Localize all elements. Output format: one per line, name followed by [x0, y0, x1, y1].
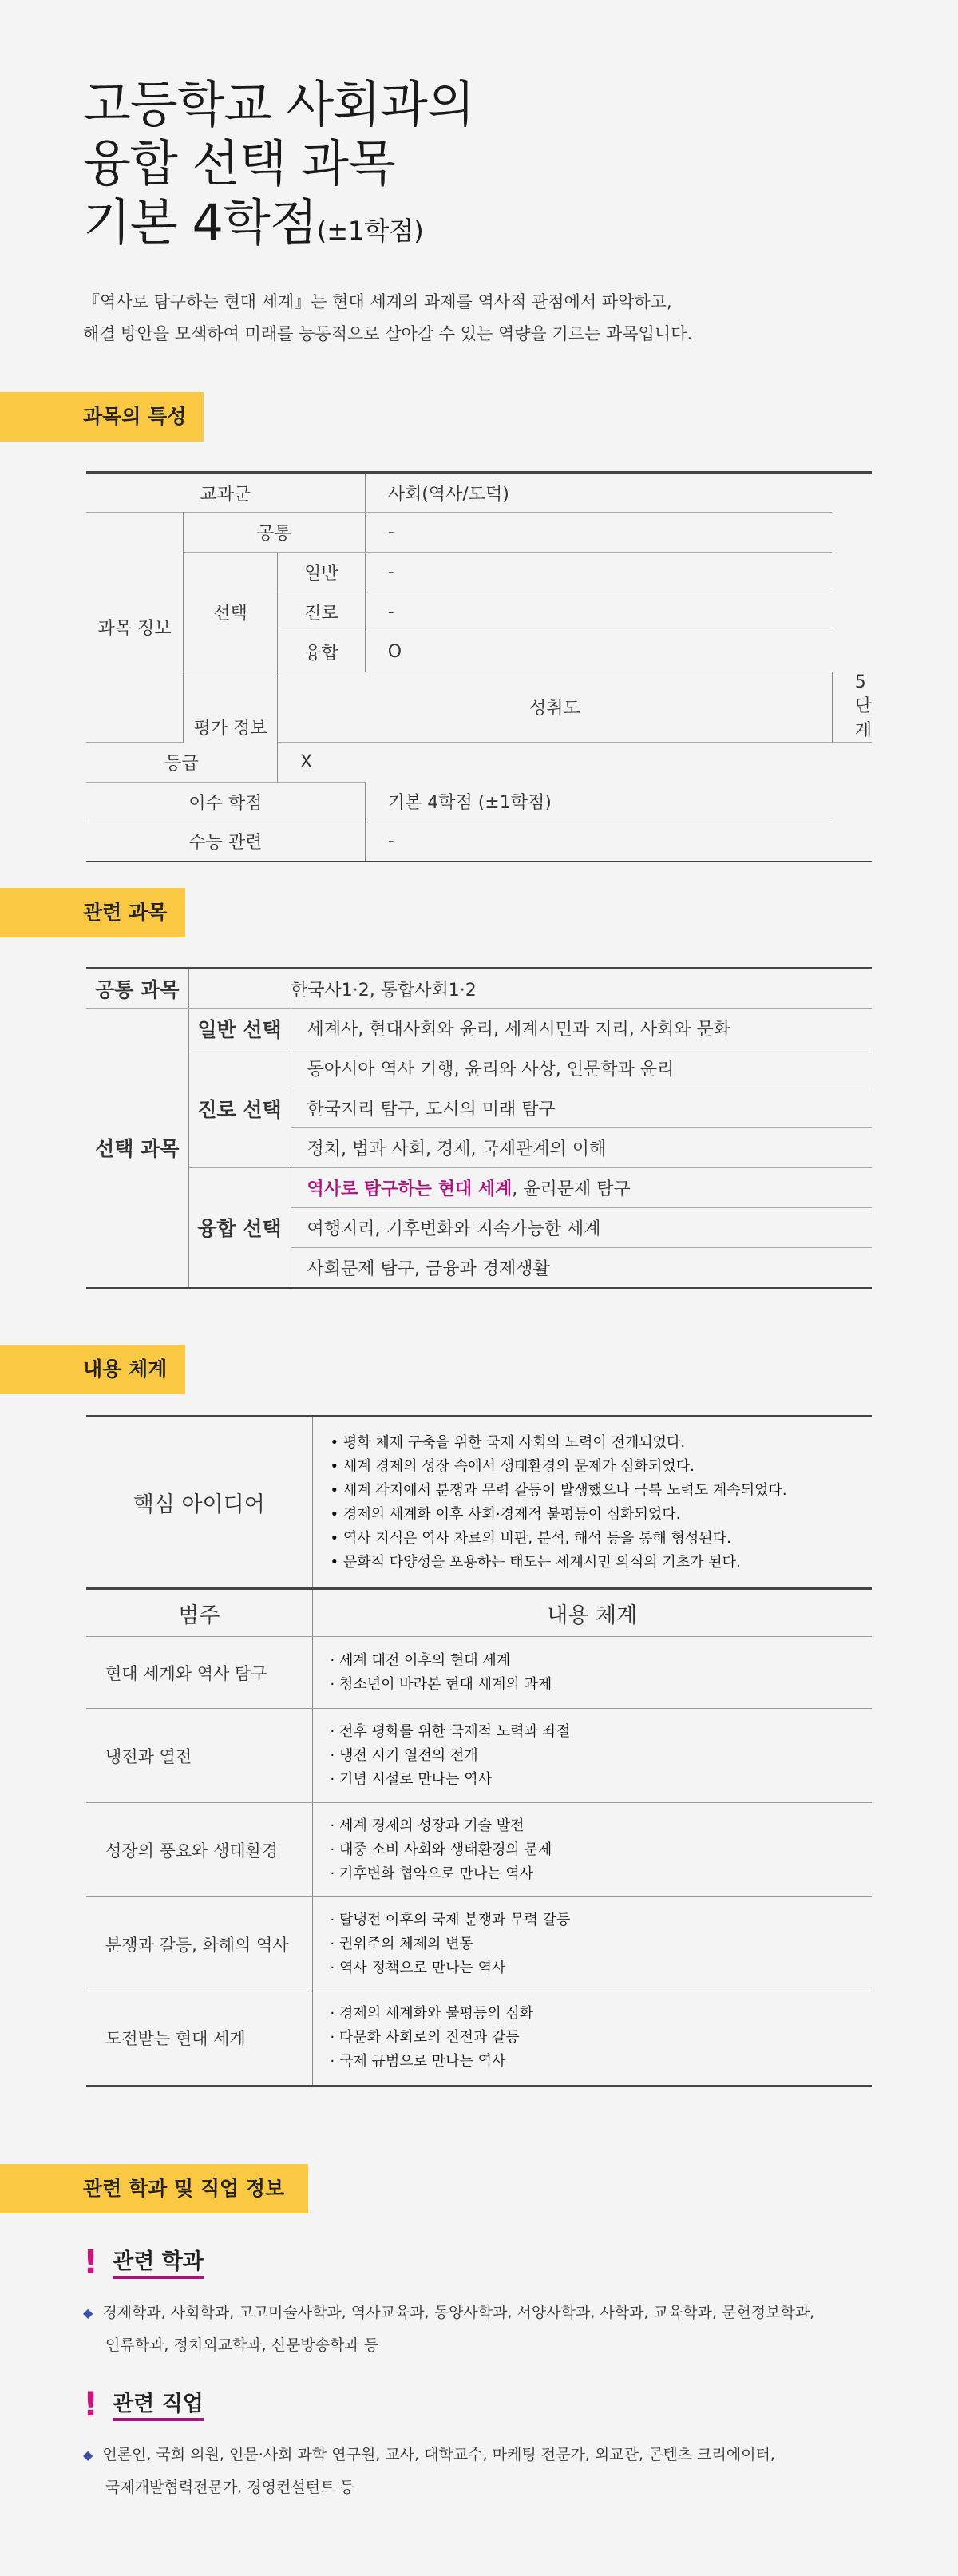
- intro-line-1: 『역사로 탐구하는 현대 세계』는 현대 세계의 과제를 역사적 관점에서 파악하고,: [83, 292, 672, 311]
- related-courses-table: [86, 967, 872, 1289]
- table-row: [86, 1637, 872, 1709]
- table-row: [86, 1009, 872, 1048]
- career-elective-value-1: 동아시아 역사 기행, 윤리와 사상, 인문학과 윤리: [291, 1048, 872, 1088]
- core-idea: • 세계 경제의 성장 속에서 생태환경의 문제가 심화되었다.: [330, 1457, 695, 1475]
- category-items: [312, 1803, 872, 1897]
- intro-paragraph: [83, 286, 881, 350]
- elective-label: 선택: [184, 553, 278, 672]
- category-items: [312, 1897, 872, 1991]
- info-label: 과목 정보: [86, 513, 184, 743]
- csat-label: 수능 관련: [86, 822, 365, 862]
- content-item: · 역사 정책으로 만나는 역사: [330, 1959, 506, 1976]
- exclamation-icon: !: [83, 2242, 99, 2281]
- convergence-elective-value-3: 사회문제 탐구, 금융과 경제생활: [291, 1248, 872, 1288]
- content-item: · 권위주의 체제의 변동: [330, 1935, 473, 1952]
- core-idea: • 문화적 다양성을 포용하는 태도는 세계시민 의식의 기초가 된다.: [330, 1553, 741, 1571]
- table-row: [86, 742, 872, 782]
- content-item: · 국제 규범으로 만나는 역사: [330, 2053, 506, 2071]
- header-row: [86, 1589, 872, 1637]
- diamond-bullet-icon: ◆: [83, 2447, 93, 2463]
- content-item: · 냉전 시기 열전의 전개: [330, 1746, 478, 1764]
- category-header: 범주: [86, 1589, 312, 1637]
- grade-value: X: [277, 742, 365, 782]
- table-row: [86, 672, 872, 743]
- group-value: 사회(역사/도덕): [365, 473, 832, 513]
- table-row: [86, 822, 872, 862]
- table-row: [86, 1803, 872, 1897]
- system-header: 내용 체계: [312, 1589, 872, 1637]
- convergence-value: O: [365, 632, 832, 672]
- diamond-bullet-icon: ◆: [83, 2305, 93, 2320]
- core-idea: • 평화 체제 구축을 위한 국제 사회의 노력이 전개되었다.: [330, 1433, 686, 1451]
- category-label: 분쟁과 갈등, 화해의 역사: [86, 1897, 312, 1991]
- majors-line-1: [83, 2297, 881, 2329]
- general-label: 일반: [277, 553, 365, 592]
- grade-label: 등급: [86, 742, 277, 782]
- career-elective-value-2: 한국지리 탐구, 도시의 미래 탐구: [291, 1088, 872, 1128]
- career-value: -: [365, 592, 832, 632]
- jobs-label: 관련 직업: [113, 2392, 204, 2421]
- category-items: [312, 1637, 872, 1709]
- csat-value: -: [365, 822, 832, 862]
- section-header-related-courses: 관련 과목: [0, 888, 185, 937]
- content-item: · 기후변화 협약으로 만나는 역사: [330, 1865, 534, 1882]
- content-item: · 세계 대전 이후의 현대 세계: [330, 1651, 511, 1669]
- jobs-list: [83, 2439, 881, 2503]
- common-courses-label: 공통 과목: [86, 969, 188, 1009]
- content-item: · 청소년이 바라본 현대 세계의 과제: [330, 1675, 552, 1693]
- elective-courses-label: 선택 과목: [86, 1009, 188, 1288]
- table-row: [86, 1709, 872, 1803]
- majors-heading: [83, 2242, 204, 2281]
- general-elective-value: 세계사, 현대사회와 윤리, 세계시민과 지리, 사회와 문화: [291, 1009, 872, 1048]
- section-header-characteristics: 과목의 특성: [0, 392, 204, 442]
- title-credit-note: (±1학점): [316, 216, 424, 246]
- table-row: [86, 513, 872, 553]
- table-row: [86, 782, 872, 822]
- achievement-value: 5단계: [832, 672, 872, 743]
- common-courses-value: 한국사1·2, 통합사회1·2: [291, 969, 872, 1009]
- common-label: 공통: [184, 513, 366, 553]
- content-item: · 경제의 세계화와 불평등의 심화: [330, 2005, 534, 2023]
- table-row: [86, 1048, 872, 1088]
- category-label: 냉전과 열전: [86, 1709, 312, 1803]
- content-system-table: [86, 1415, 872, 2087]
- exclamation-icon: !: [83, 2384, 99, 2423]
- title-line-3: [83, 193, 474, 260]
- jobs-text-1: 언론인, 국회 의원, 인문·사회 과학 연구원, 교사, 대학교수, 마케팅 전문가, 외교관, 콘텐츠 크리에이터,: [102, 2446, 775, 2463]
- category-items: [312, 1709, 872, 1803]
- convergence-elective-value-1: [291, 1168, 872, 1208]
- convergence-elective-value-2: 여행지리, 기후변화와 지속가능한 세계: [291, 1208, 872, 1248]
- group-label: 교과군: [86, 473, 365, 513]
- career-elective-value-3: 정치, 법과 사회, 경제, 국제관계의 이해: [291, 1128, 872, 1168]
- core-ideas-row: [86, 1417, 872, 1589]
- page-title: [83, 75, 474, 260]
- convergence-elective-label: 융합 선택: [188, 1168, 291, 1288]
- intro-line-2: 해결 방안을 모색하여 미래를 능동적으로 살아갈 수 있는 역량을 기르는 과목입니다.: [83, 324, 693, 343]
- table-row: [86, 553, 872, 592]
- table-row: [86, 1168, 872, 1208]
- achievement-label: 성취도: [277, 672, 832, 743]
- category-label: 성장의 풍요와 생태환경: [86, 1803, 312, 1897]
- convergence-elective-rest: , 윤리문제 탐구: [512, 1179, 631, 1199]
- content-item: · 기념 시설로 만나는 역사: [330, 1770, 492, 1788]
- jobs-heading: [83, 2384, 204, 2423]
- content-item: · 다문화 사회로의 진전과 갈등: [330, 2029, 520, 2047]
- content-item: · 세계 경제의 성장과 기술 발전: [330, 1817, 525, 1834]
- current-course-highlight: 역사로 탐구하는 현대 세계: [307, 1179, 513, 1199]
- core-idea: • 세계 각지에서 분쟁과 무력 갈등이 발생했으나 극복 노력도 계속되었다.: [330, 1481, 787, 1499]
- jobs-text-2: 국제개발협력전문가, 경영컨설턴트 등: [105, 2479, 354, 2496]
- majors-text-1: 경제학과, 사회학과, 고고미술사학과, 역사교육과, 동양사학과, 서양사학과, 사학과, 교육학과, 문헌정보학과,: [102, 2304, 815, 2321]
- course-info-table: [86, 471, 872, 862]
- section-header-content-system: 내용 체계: [0, 1345, 185, 1394]
- credit-label: 이수 학점: [86, 782, 365, 822]
- common-value: -: [365, 513, 832, 553]
- content-item: · 대중 소비 사회와 생태환경의 문제: [330, 1841, 552, 1858]
- core-idea: • 경제의 세계화 이후 사회·경제적 불평등이 심화되었다.: [330, 1505, 681, 1523]
- table-row: [86, 1991, 872, 2086]
- title-line-2: 융합 선택 과목: [83, 134, 395, 192]
- general-elective-label: 일반 선택: [188, 1009, 291, 1048]
- table-row: [86, 1897, 872, 1991]
- section-header-careers: 관련 학과 및 직업 정보: [0, 2164, 308, 2213]
- career-label: 진로: [277, 592, 365, 632]
- content-item: · 탈냉전 이후의 국제 분쟁과 무력 갈등: [330, 1911, 571, 1928]
- title-credit: 기본 4학점: [83, 193, 317, 252]
- credit-value: 기본 4학점 (±1학점): [365, 782, 832, 822]
- core-ideas-label: 핵심 아이디어: [86, 1417, 312, 1589]
- general-value: -: [365, 553, 832, 592]
- majors-text-2: 인류학과, 정치외교학과, 신문방송학과 등: [105, 2336, 379, 2354]
- category-label: 도전받는 현대 세계: [86, 1991, 312, 2086]
- title-line-1: 고등학교 사회과의: [83, 75, 474, 133]
- majors-label: 관련 학과: [113, 2249, 204, 2279]
- jobs-line-1: [83, 2439, 881, 2471]
- category-items: [312, 1991, 872, 2086]
- eval-label: 평가 정보: [184, 672, 278, 783]
- content-item: · 전후 평화를 위한 국제적 노력과 좌절: [330, 1722, 571, 1740]
- majors-list: [83, 2297, 881, 2361]
- table-row: [86, 473, 872, 513]
- table-row: [86, 969, 872, 1009]
- core-ideas-list: [312, 1417, 872, 1589]
- category-label: 현대 세계와 역사 탐구: [86, 1637, 312, 1709]
- convergence-label: 융합: [277, 632, 365, 672]
- core-idea: • 역사 지식은 역사 자료의 비판, 분석, 해석 등을 통해 형성된다.: [330, 1529, 731, 1547]
- career-elective-label: 진로 선택: [188, 1048, 291, 1168]
